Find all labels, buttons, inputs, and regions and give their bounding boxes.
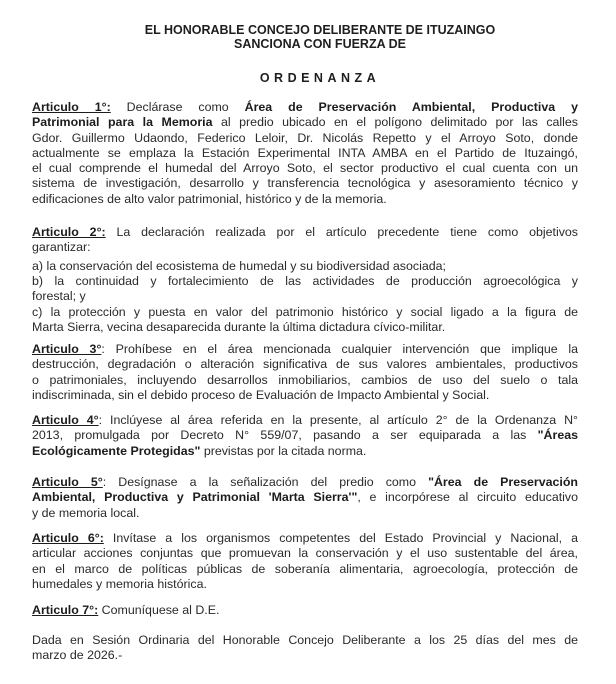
text-segment: articular acciones conjuntas que promuevan la conservación y el uso sustentable del área, xyxy=(32,546,578,561)
text-segment: Declárase como xyxy=(110,100,245,114)
text-line xyxy=(32,289,578,304)
text-segment: o patrimoniales, incluyendo desarrollos inmobiliarios, cambios de uso del suelo o tala xyxy=(32,372,578,387)
text-line xyxy=(32,373,578,388)
articulo-4 xyxy=(32,413,578,459)
text-line xyxy=(32,388,578,403)
text-segment: : Prohíbese en el área mencionada cualquier intervención que implique la xyxy=(101,342,579,356)
text-segment: 2013, promulgada por Decreto N° 559/07, pasando a ser equiparada a las xyxy=(32,428,538,443)
text-segment: Comuníquese al D.E. xyxy=(98,603,220,617)
article-heading: Articulo 7°: xyxy=(32,603,99,617)
text-line xyxy=(32,490,578,505)
text-segment: La declaración realizada por el artículo precedente tiene como objetivos xyxy=(105,225,578,239)
text-line xyxy=(32,357,578,372)
text-line xyxy=(32,444,578,459)
articulo-6 xyxy=(32,531,578,592)
articulo-5 xyxy=(32,475,578,521)
text-line xyxy=(32,603,578,618)
text-segment: c) la protección y puesta en valor del patrimonio histórico y social ligado a la figura de xyxy=(32,305,578,319)
text-segment: edificaciones de alto valor patrimonial, histórico y de la memoria. xyxy=(32,191,387,206)
bold-text: "Áreas xyxy=(537,428,578,443)
text-segment: garantizar: xyxy=(32,240,91,255)
objetivo-b xyxy=(32,274,578,305)
text-line xyxy=(32,506,578,521)
text-segment: Invítase a los organismos competentes del Estado Provincial y Nacional, a xyxy=(103,531,578,545)
text-line xyxy=(32,342,578,357)
text-line xyxy=(32,176,578,191)
bold-text: Área de Preservación Ambiental, Productiva y xyxy=(244,100,578,114)
header-line-1: EL HONORABLE CONCEJO DELIBERANTE DE ITUZAINGO xyxy=(144,23,496,37)
text-line xyxy=(32,240,578,255)
text-segment: : Inclúyese al área referida en la presente, al artículo 2° de la Ordenanza N° xyxy=(98,413,578,427)
text-line xyxy=(32,115,578,130)
text-segment: humedales y memoria histórica. xyxy=(32,576,207,591)
articulo-7 xyxy=(32,603,578,618)
articulo-1 xyxy=(32,100,578,207)
text-segment: el cual comprende el humedal del Arroyo Soto, el sector productivo el cual cuenta con un xyxy=(32,161,578,176)
articulo-2 xyxy=(32,225,578,256)
text-line xyxy=(32,413,578,428)
text-line xyxy=(32,428,578,443)
bold-text: Ecológicamente Protegidas" xyxy=(32,443,201,458)
dada-en-sesion xyxy=(32,633,578,664)
text-segment: : Desígnase a la señalización del predio como xyxy=(102,475,429,489)
text-segment: sistema de investigación, desarrollo y transferencia tecnológica y asesoramiento técnico y xyxy=(32,176,578,191)
header-line-2: SANCIONA CON FUERZA DE xyxy=(234,37,406,51)
text-segment: destrucción, degradación o alteración significativa de sus valores ambientales, productivos xyxy=(32,357,578,372)
text-line xyxy=(32,562,578,577)
text-line xyxy=(32,192,578,207)
objetivo-a xyxy=(32,259,578,274)
article-heading: Articulo 5° xyxy=(32,475,103,489)
article-heading: Articulo 2°: xyxy=(32,225,106,239)
text-segment: indiscriminada, sin el debido proceso de Evaluación de Impacto Ambiental y Social. xyxy=(32,387,490,402)
article-heading: Articulo 6°: xyxy=(32,531,104,545)
bold-text: "Área de Preservación xyxy=(428,475,578,489)
text-segment: en el marco de políticas públicas de soberanía alimentaria, agroecología, protección de xyxy=(32,561,578,576)
objetivo-c xyxy=(32,305,578,336)
text-segment: marzo de 2026.- xyxy=(32,648,123,663)
text-line xyxy=(32,546,578,561)
document-type: ORDENANZA xyxy=(259,71,381,85)
text-line xyxy=(32,100,578,115)
text-line xyxy=(32,320,578,335)
text-segment: previstas por la citada norma. xyxy=(200,443,367,458)
bold-text: Patrimonial para la Memoria xyxy=(32,115,213,130)
text-line xyxy=(32,259,578,274)
text-line xyxy=(32,648,578,663)
text-segment: al predio ubicado en el polígono delimitado por las calles xyxy=(212,115,578,130)
text-segment: b) la continuidad y fortalecimiento de las actividades de producción agroecológica y xyxy=(32,274,578,288)
text-line xyxy=(32,475,578,490)
text-line xyxy=(32,577,578,592)
text-segment: Marta Sierra, vecina desaparecida durante la última dictadura cívico-militar. xyxy=(32,320,446,335)
text-segment: a) la conservación del ecosistema de humedal y su biodiversidad asociada; xyxy=(32,259,446,273)
bold-text: Ambiental, Productiva y Patrimonial 'Marta Sierra'" xyxy=(32,490,358,505)
text-line xyxy=(32,161,578,176)
article-heading: Articulo 3° xyxy=(32,342,102,356)
text-line xyxy=(32,274,578,289)
text-line xyxy=(32,225,578,240)
text-segment: Dada en Sesión Ordinaria del Honorable Concejo Deliberante a los 25 días del mes de xyxy=(32,633,578,647)
articulo-3 xyxy=(32,342,578,403)
text-line xyxy=(32,305,578,320)
article-heading: Articulo 1°: xyxy=(32,100,111,114)
text-line xyxy=(32,633,578,648)
text-segment: Gdor. Guillermo Udaondo, Federico Leloir, Dr. Nicolás Repetto y el Arroyo Soto, donde xyxy=(32,130,578,145)
text-line xyxy=(32,131,578,146)
article-heading: Articulo 4° xyxy=(32,413,99,427)
text-segment: , e incorpórese al circuito educativo xyxy=(357,490,578,505)
text-segment: forestal; y xyxy=(32,289,86,304)
text-line xyxy=(32,531,578,546)
text-segment: y de memoria local. xyxy=(32,505,140,520)
text-line xyxy=(32,146,578,161)
text-segment: actualmente se emplaza la Estación Experimental INTA AMBA en el Partido de Ituzaingó, xyxy=(32,145,578,160)
